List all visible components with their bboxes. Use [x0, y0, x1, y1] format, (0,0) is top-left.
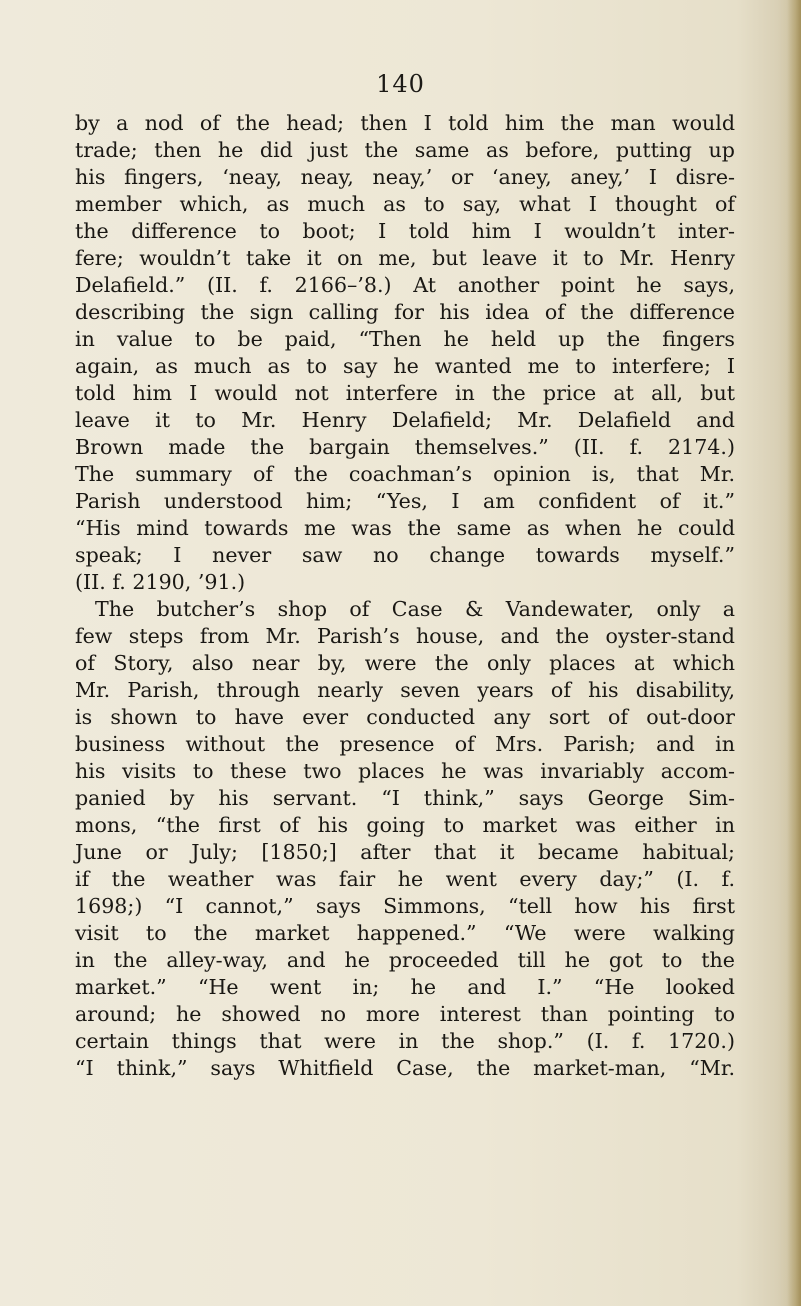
body-text: [75, 110, 735, 1082]
text-line: “I think,” says Whitfield Case, the market-man, “Mr.: [75, 1056, 735, 1080]
text-line: panied by his servant. “I think,” says George Sim-: [75, 786, 735, 810]
text-line: of Story, also near by, were the only places at which: [75, 651, 735, 675]
text-line: business without the presence of Mrs. Parish; and in: [75, 732, 735, 756]
text-line: Brown made the bargain themselves.” (II. f. 2174.): [75, 435, 735, 459]
text-line: The butcher’s shop of Case & Vandewater, only a: [95, 597, 735, 621]
text-line: Delafield.” (II. f. 2166–’8.) At another point he says,: [75, 273, 735, 297]
text-line: told him I would not interfere in the price at all, but: [75, 381, 735, 405]
text-line: (II. f. 2190, ’91.): [75, 570, 246, 594]
text-line: if the weather was fair he went every day;” (I. f.: [75, 867, 735, 891]
text-line: few steps from Mr. Parish’s house, and the oyster-stand: [75, 624, 735, 648]
text-line: by a nod of the head; then I told him the man would: [75, 111, 735, 135]
text-line: visit to the market happened.” “We were walking: [75, 921, 735, 945]
text-line: trade; then he did just the same as before, putting up: [75, 138, 735, 162]
text-line: Mr. Parish, through nearly seven years of his disability,: [75, 678, 735, 702]
text-line: leave it to Mr. Henry Delafield; Mr. Delafield and: [75, 408, 735, 432]
page-edge-shadow: [787, 0, 801, 1306]
text-line: is shown to have ever conducted any sort of out-door: [75, 705, 735, 729]
text-line: mons, “the first of his going to market was either in: [75, 813, 735, 837]
text-line: in the alley-way, and he proceeded till he got to the: [75, 948, 735, 972]
page-number: 140: [376, 70, 425, 98]
text-line: his fingers, ‘neay, neay, neay,’ or ‘aney, aney,’ I disre-: [75, 165, 735, 189]
text-line: Parish understood him; “Yes, I am confident of it.”: [75, 489, 735, 513]
text-line: June or July; [1850;] after that it became habitual;: [75, 840, 735, 864]
text-line: market.” “He went in; he and I.” “He looked: [75, 975, 735, 999]
text-line: fere; wouldn’t take it on me, but leave it to Mr. Henry: [75, 246, 735, 270]
text-line: again, as much as to say he wanted me to interfere; I: [75, 354, 735, 378]
text-line: 1698;) “I cannot,” says Simmons, “tell how his first: [75, 894, 735, 918]
text-line: describing the sign calling for his idea of the difference: [75, 300, 735, 324]
text-line: around; he showed no more interest than pointing to: [75, 1002, 735, 1026]
text-line: member which, as much as to say, what I thought of: [75, 192, 735, 216]
text-line: his visits to these two places he was invariably accom-: [75, 759, 735, 783]
text-line: speak; I never saw no change towards myself.”: [75, 543, 735, 567]
text-line: the difference to boot; I told him I wouldn’t inter-: [75, 219, 735, 243]
text-line: The summary of the coachman’s opinion is, that Mr.: [75, 462, 735, 486]
text-line: certain things that were in the shop.” (I. f. 1720.): [75, 1029, 735, 1053]
text-line: “His mind towards me was the same as when he could: [75, 516, 735, 540]
text-line: in value to be paid, “Then he held up the fingers: [75, 327, 735, 351]
